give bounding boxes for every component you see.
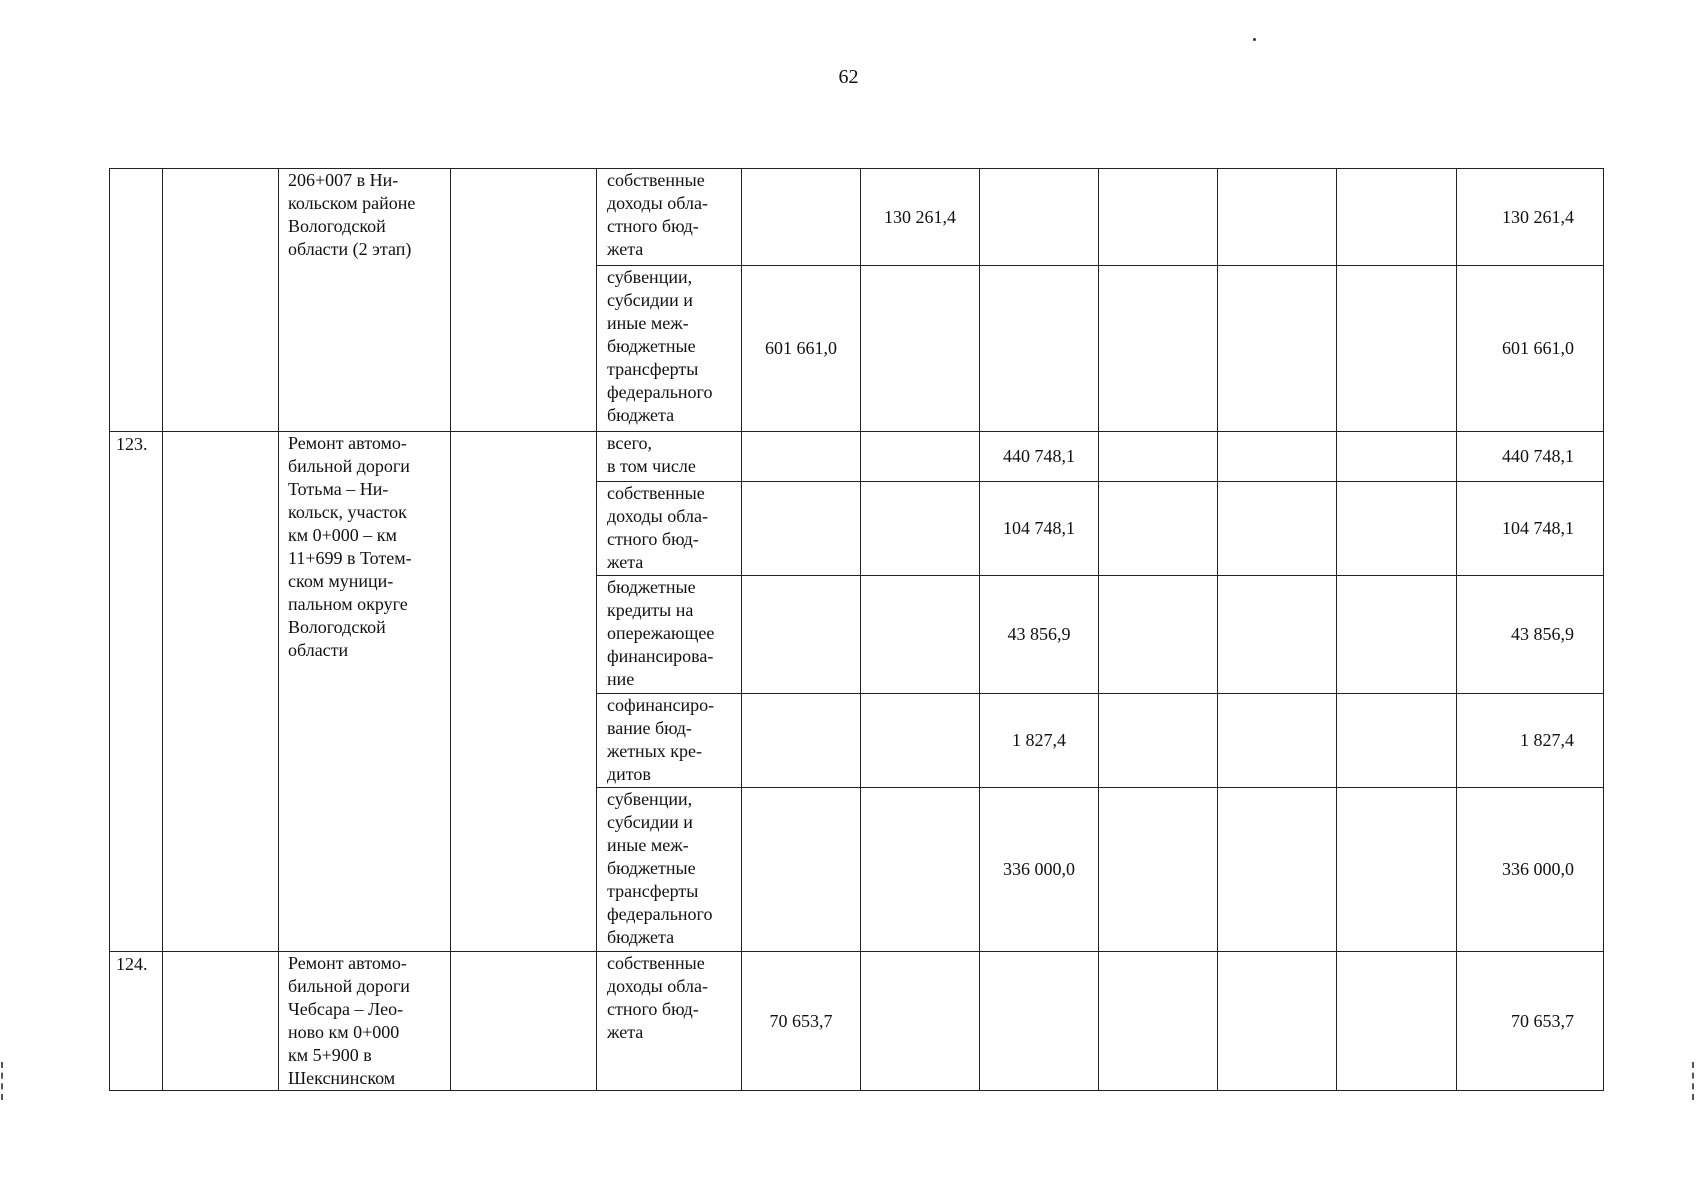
empty-cell xyxy=(1218,576,1337,694)
empty-cell xyxy=(163,432,279,952)
object-name: Ремонт автомо- бильной дороги Тотьма – Ни- кольск, участок км 0+000 – км 11+699 в Тотем- ском муници- пальном округе Вологодской области xyxy=(279,432,451,952)
year-2-value xyxy=(861,576,980,694)
row-number xyxy=(110,169,163,432)
total-value: 1 827,4 xyxy=(1457,694,1604,788)
empty-cell xyxy=(1099,788,1218,952)
year-3-value xyxy=(980,266,1099,432)
year-2-value: 130 261,4 xyxy=(861,169,980,266)
budget-table xyxy=(109,168,1604,1091)
empty-cell xyxy=(1218,266,1337,432)
total-value: 601 661,0 xyxy=(1457,266,1604,432)
table-row xyxy=(110,952,1604,1091)
empty-cell xyxy=(1337,482,1457,576)
year-1-value: 70 653,7 xyxy=(742,952,861,1091)
empty-cell xyxy=(163,952,279,1091)
empty-cell xyxy=(1337,694,1457,788)
empty-cell xyxy=(1099,576,1218,694)
empty-cell xyxy=(1099,952,1218,1091)
funding-source: всего, в том числе xyxy=(597,432,742,482)
object-name: Ремонт автомо- бильной дороги Чебсара – Лео- ново км 0+000 км 5+900 в Шекснинском xyxy=(279,952,451,1091)
total-value: 130 261,4 xyxy=(1457,169,1604,266)
total-value: 104 748,1 xyxy=(1457,482,1604,576)
funding-source: софинансиро- вание бюд- жетных кре- дитов xyxy=(597,694,742,788)
empty-cell xyxy=(451,952,597,1091)
empty-cell xyxy=(1337,788,1457,952)
year-2-value xyxy=(861,788,980,952)
funding-source: субвенции, субсидии и иные меж- бюджетные трансферты федерального бюджета xyxy=(597,266,742,432)
empty-cell xyxy=(1218,788,1337,952)
scan-edge-mark-right xyxy=(1692,1062,1697,1100)
total-value: 70 653,7 xyxy=(1457,952,1604,1091)
empty-cell xyxy=(163,169,279,432)
scan-edge-mark-left xyxy=(1,1062,6,1100)
year-1-value xyxy=(742,694,861,788)
empty-cell xyxy=(1218,432,1337,482)
year-2-value xyxy=(861,482,980,576)
empty-cell xyxy=(451,169,597,432)
empty-cell xyxy=(1337,952,1457,1091)
empty-cell xyxy=(1337,576,1457,694)
table-row xyxy=(110,169,1604,266)
year-1-value xyxy=(742,169,861,266)
year-3-value: 43 856,9 xyxy=(980,576,1099,694)
total-value: 440 748,1 xyxy=(1457,432,1604,482)
year-1-value xyxy=(742,576,861,694)
empty-cell xyxy=(1218,952,1337,1091)
year-3-value: 336 000,0 xyxy=(980,788,1099,952)
empty-cell xyxy=(1099,432,1218,482)
funding-source: собственные доходы обла- стного бюд- жета xyxy=(597,482,742,576)
year-2-value xyxy=(861,694,980,788)
empty-cell xyxy=(1218,694,1337,788)
empty-cell xyxy=(1218,169,1337,266)
row-number: 123. xyxy=(110,432,163,952)
year-2-value xyxy=(861,432,980,482)
year-3-value: 1 827,4 xyxy=(980,694,1099,788)
empty-cell xyxy=(1099,169,1218,266)
object-name: 206+007 в Ни- кольском районе Вологодской области (2 этап) xyxy=(279,169,451,432)
funding-source: бюджетные кредиты на опережающее финансирова- ние xyxy=(597,576,742,694)
funding-source: собственные доходы обла- стного бюд- жета xyxy=(597,169,742,266)
year-3-value: 104 748,1 xyxy=(980,482,1099,576)
empty-cell xyxy=(1218,482,1337,576)
year-1-value xyxy=(742,482,861,576)
empty-cell xyxy=(1099,694,1218,788)
empty-cell xyxy=(1099,266,1218,432)
scan-dot xyxy=(1253,38,1256,41)
year-2-value xyxy=(861,952,980,1091)
empty-cell xyxy=(1337,169,1457,266)
year-3-value xyxy=(980,169,1099,266)
year-1-value xyxy=(742,432,861,482)
funding-source: субвенции, субсидии и иные меж- бюджетные трансферты федерального бюджета xyxy=(597,788,742,952)
total-value: 43 856,9 xyxy=(1457,576,1604,694)
year-1-value xyxy=(742,788,861,952)
funding-source: собственные доходы обла- стного бюд- жета xyxy=(597,952,742,1091)
total-value: 336 000,0 xyxy=(1457,788,1604,952)
empty-cell xyxy=(1337,266,1457,432)
page-number: 62 xyxy=(838,66,859,88)
empty-cell xyxy=(1337,432,1457,482)
empty-cell xyxy=(451,432,597,952)
table-row xyxy=(110,432,1604,482)
year-1-value: 601 661,0 xyxy=(742,266,861,432)
year-2-value xyxy=(861,266,980,432)
row-number: 124. xyxy=(110,952,163,1091)
year-3-value: 440 748,1 xyxy=(980,432,1099,482)
empty-cell xyxy=(1099,482,1218,576)
year-3-value xyxy=(980,952,1099,1091)
